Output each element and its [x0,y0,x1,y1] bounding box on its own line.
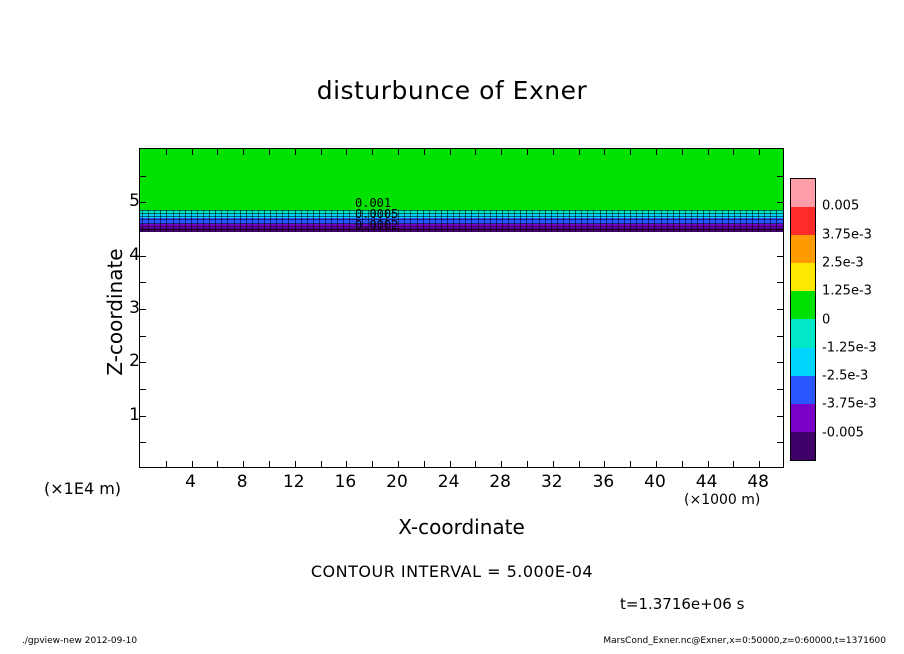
heatmap-bands [140,149,783,468]
contour-line [246,210,247,232]
x-tick-label: 12 [282,472,305,492]
z-axis-unit: (×1E4 m) [44,479,122,498]
contour-line [282,210,283,232]
plot-area [139,148,784,468]
x-tick-label: 4 [185,472,197,492]
page-title: disturbunce of Exner [316,76,588,105]
x-axis-title: X-coordinate [398,515,525,539]
contour-line [423,210,424,232]
axis-tick [708,461,709,467]
axis-tick [140,362,146,363]
contour-line [417,210,418,232]
axis-tick [759,461,760,467]
contour-line [679,210,680,232]
colorbar-segment [791,291,815,319]
axis-tick [777,256,783,257]
axis-tick [777,442,783,443]
axis-tick [553,149,554,155]
contour-line [252,210,253,232]
contour-line [140,223,783,224]
contour-line [685,210,686,232]
axis-tick [579,461,580,467]
contour-line [575,210,576,232]
contour-line [307,210,308,232]
contour-line [179,210,180,232]
contour-line [140,216,783,217]
colorbar-segment [791,179,815,207]
contour-line [636,210,637,232]
contour-line [587,210,588,232]
axis-tick [475,461,476,467]
contour-line [404,210,405,232]
axis-tick [777,202,783,203]
contour-line [502,210,503,232]
x-tick-label: 16 [334,472,357,492]
contour-interval-text: CONTOUR INTERVAL = 5.000E-04 [310,562,594,581]
contour-line [234,210,235,232]
footer-left-text: ./gpview-new 2012-09-10 [22,636,138,646]
contour-line [215,210,216,232]
axis-tick [777,282,783,283]
contour-line [654,210,655,232]
axis-tick [140,282,146,283]
contour-line [593,210,594,232]
contour-line [600,210,601,232]
axis-tick [527,149,528,155]
axis-tick [501,149,502,155]
colorbar-tick-label: 2.5e-3 [822,255,864,271]
contour-line [490,210,491,232]
contour-line [240,210,241,232]
contour-labels [355,198,398,231]
axis-tick [140,229,146,230]
x-tick-label: 20 [386,472,408,492]
contour-line [410,210,411,232]
y-tick-label: 5 [129,191,140,212]
x-tick-label: 48 [747,472,770,492]
colorbar-segment [791,376,815,404]
contour-line [173,210,174,232]
axis-tick [777,309,783,310]
contour-line [459,210,460,232]
contour-line [270,210,271,232]
x-tick-label: 28 [489,472,512,492]
contour-line [191,210,192,232]
axis-tick [295,149,296,155]
colorbar-tick-label: 0 [822,312,831,327]
colorbar-segment [791,348,815,376]
colorbar-segment [791,404,815,432]
contour-line [140,229,783,230]
axis-tick [777,336,783,337]
axis-tick [604,149,605,155]
contour-line [630,210,631,232]
axis-tick [733,149,734,155]
colorbar-segment [791,207,815,235]
contour-line [337,210,338,232]
x-tick-label: 8 [236,472,248,492]
axis-tick [553,461,554,467]
axis-tick [398,149,399,155]
axis-tick [579,149,580,155]
axis-tick [140,442,146,443]
contour-line [496,210,497,232]
colorbar-tick-label: -3.75e-3 [822,396,877,412]
contour-line [673,210,674,232]
contour-line [471,210,472,232]
axis-tick [777,176,783,177]
colorbar-tick-label: 3.75e-3 [822,227,872,243]
contour-line [618,210,619,232]
contour-line [697,210,698,232]
axis-tick [656,149,657,155]
contour-line [227,210,228,232]
heatmap-band [140,232,783,468]
contour-line [349,210,350,232]
axis-tick [527,461,528,467]
contour-line [319,210,320,232]
contour-line [154,210,155,232]
axis-tick [243,149,244,155]
contour-line [532,210,533,232]
timestamp-text: t=1.3716e+06 s [620,595,745,613]
contour-line [465,210,466,232]
contour-line [520,210,521,232]
axis-tick [777,362,783,363]
contour-line [746,210,747,232]
axis-tick [759,149,760,155]
contour-line [453,210,454,232]
contour-line [313,210,314,232]
contour-line [203,210,204,232]
axis-tick [450,461,451,467]
axis-tick [192,461,193,467]
contour-line [691,210,692,232]
axis-tick [217,149,218,155]
axis-tick [321,461,322,467]
axis-tick [777,416,783,417]
axis-tick [166,461,167,467]
contour-line [557,210,558,232]
contour-line [722,210,723,232]
contour-line [258,210,259,232]
contour-line [734,210,735,232]
contour-line [612,210,613,232]
x-tick-label: 44 [695,472,718,492]
axis-tick [140,416,146,417]
axis-tick [140,202,146,203]
x-tick-label: 40 [644,472,666,492]
contour-line [661,210,662,232]
contour-line [435,210,436,232]
contour-line [325,210,326,232]
axis-tick [192,149,193,155]
contour-line [624,210,625,232]
contour-line [703,210,704,232]
contour-line [569,210,570,232]
contour-line [295,210,296,232]
contour-line [276,210,277,232]
y-tick-label: 4 [129,244,140,265]
axis-tick [140,176,146,177]
contour-line [209,210,210,232]
heatmap-band [140,149,783,210]
contour-line [715,210,716,232]
contour-line [447,210,448,232]
contour-line [545,210,546,232]
contour-line [140,210,783,211]
contour-line [166,210,167,232]
axis-tick [140,389,146,390]
axis-tick [630,149,631,155]
axis-tick [140,256,146,257]
colorbar-tick-label: 0.005 [822,198,860,214]
axis-tick [733,461,734,467]
y-tick-label: 2 [129,351,140,372]
contour-line [667,210,668,232]
contour-line [478,210,479,232]
colorbar-tick-label: -0.005 [822,425,864,441]
contour-line [740,210,741,232]
footer-right-text: MarsCond_Exner.nc@Exner,x=0:50000,z=0:60000,t=1371600 [603,636,886,646]
axis-tick [604,461,605,467]
contour-line [343,210,344,232]
axis-tick [372,461,373,467]
contour-line [648,210,649,232]
x-axis-unit: (×1000 m) [684,492,761,508]
contour-line [752,210,753,232]
axis-tick [682,149,683,155]
contour-line [551,210,552,232]
contour-line [301,210,302,232]
contour-line [606,210,607,232]
axis-tick [475,149,476,155]
axis-tick [166,149,167,155]
colorbar-tick-label: 1.25e-3 [822,283,872,299]
x-tick-label: 36 [592,472,615,492]
contour-label-1: 0.0005 [355,207,399,221]
colorbar-segment [791,432,815,460]
axis-tick [243,461,244,467]
axis-tick [708,149,709,155]
axis-tick [140,309,146,310]
y-tick-label: 1 [129,404,140,425]
contour-line [197,210,198,232]
y-tick-label: 3 [129,298,140,318]
axis-tick [777,389,783,390]
colorbar [790,178,816,461]
axis-tick [682,461,683,467]
colorbar-segment [791,263,815,291]
contour-line [581,210,582,232]
axis-tick [656,461,657,467]
contour-line [764,210,765,232]
axis-tick [321,149,322,155]
axis-tick [450,149,451,155]
contour-line [148,210,149,232]
axis-tick [295,461,296,467]
contour-line [563,210,564,232]
axis-tick [346,149,347,155]
axis-tick [398,461,399,467]
axis-tick [630,461,631,467]
colorbar-segment [791,319,815,347]
contour-line [709,210,710,232]
axis-tick [777,229,783,230]
contour-line [140,213,783,214]
contour-line [770,210,771,232]
x-tick-label: 24 [437,472,460,492]
contour-line [539,210,540,232]
contour-line [429,210,430,232]
contour-line [758,210,759,232]
axis-tick [217,461,218,467]
contour-line [140,226,783,227]
contour-line [508,210,509,232]
contour-line [484,210,485,232]
contour-line [514,210,515,232]
colorbar-tick-label: -1.25e-3 [822,340,877,356]
contour-line [160,210,161,232]
x-tick-label: 32 [540,472,563,492]
contour-line [441,210,442,232]
axis-tick [424,149,425,155]
contour-line [264,210,265,232]
colorbar-segment [791,235,815,263]
contour-line [140,219,783,220]
axis-tick [346,461,347,467]
axis-tick [424,461,425,467]
contour-label-2: 0.0002 [355,218,399,232]
axis-tick [269,149,270,155]
axis-tick [140,336,146,337]
contour-line [526,210,527,232]
contour-line [288,210,289,232]
contour-line [185,210,186,232]
contour-label-0: 0.001 [355,196,392,210]
y-axis-title: Z-coordinate [103,248,127,376]
contour-line [728,210,729,232]
contour-line [221,210,222,232]
axis-tick [501,461,502,467]
axis-tick [372,149,373,155]
colorbar-tick-label: -2.5e-3 [822,368,869,384]
contour-line [331,210,332,232]
contour-line [642,210,643,232]
axis-tick [269,461,270,467]
